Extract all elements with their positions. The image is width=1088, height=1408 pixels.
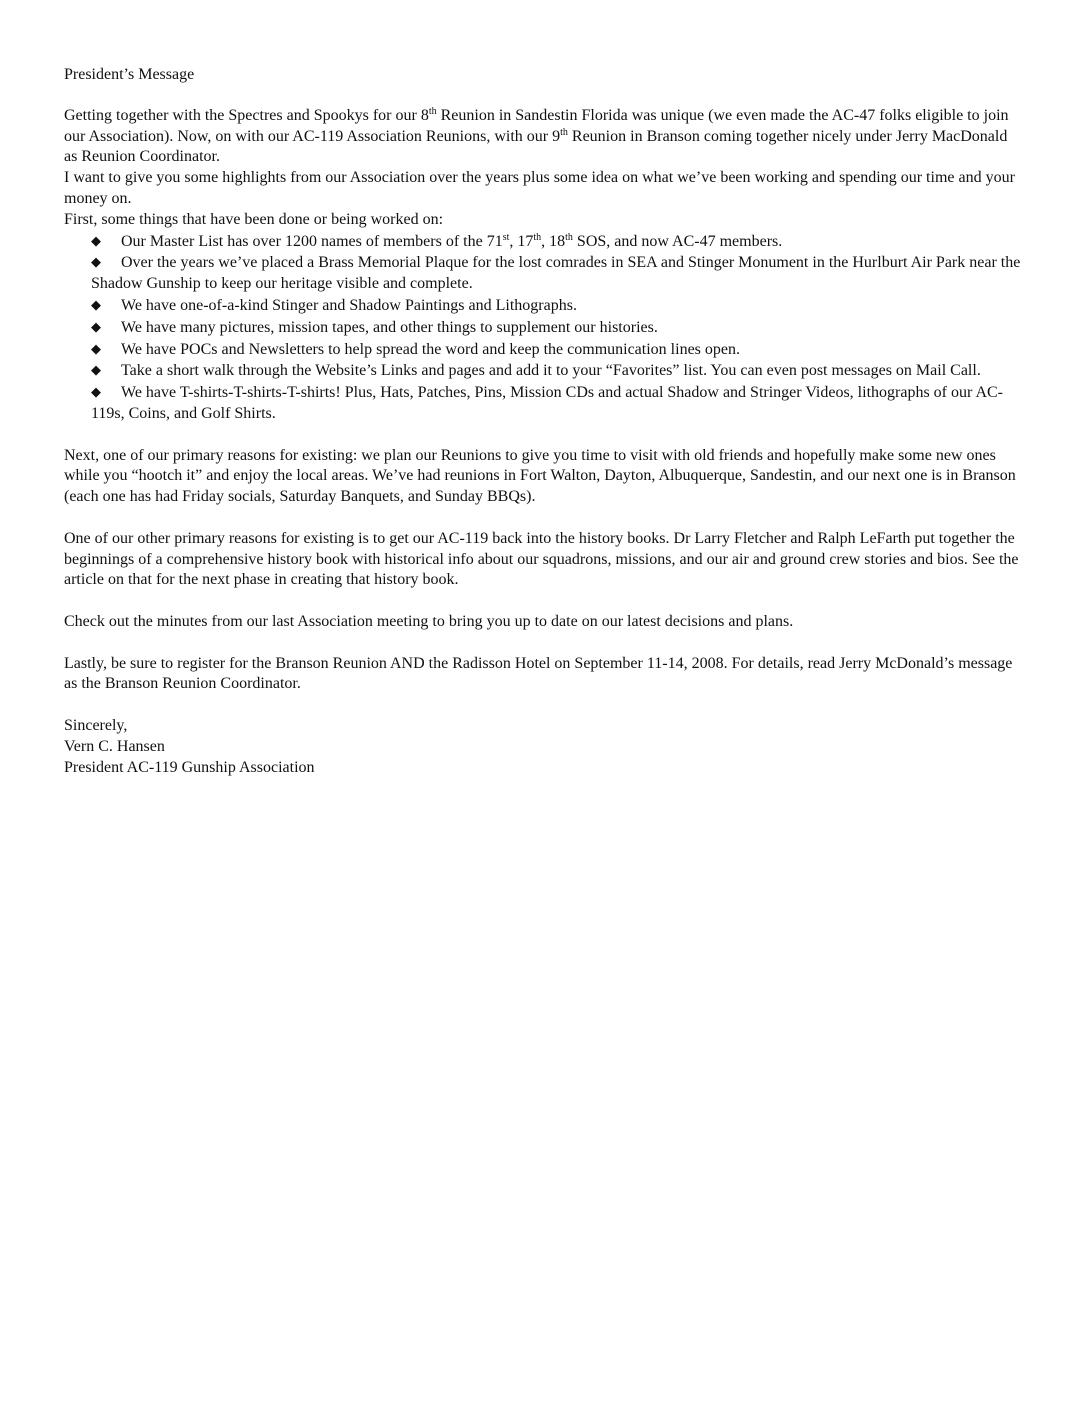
signature-name: Vern C. Hansen	[64, 737, 165, 755]
list-item-text: We have T-shirts-T-shirts-T-shirts! Plus, Hats, Patches, Pins, Mission CDs and actual Shadow and Stringer Videos, lithographs of our AC-119s, Coins, and Golf Shirts.	[91, 384, 1003, 422]
reunions-paragraph: Next, one of our primary reasons for existing: we plan our Reunions to give you time to visit with old friends and hopefully make some new ones while you “hootch it” and enjoy the local areas. We’ve had reunions in Fort Walton, Dayton, Albuquerque, Sandestin, and our next one is in Branson (each one has had Friday socials, Saturday Banquets, and Sunday BBQs).	[64, 446, 1016, 506]
signature-closing: Sincerely,	[64, 716, 128, 734]
ordinal-suffix: th	[428, 105, 437, 117]
list-item-text: We have many pictures, mission tapes, and other things to supplement our histories.	[121, 318, 658, 336]
list-item	[91, 382, 1024, 425]
intro-text: Reunion in Sandestin Florida was unique (we even made the AC-47 folks eligible to join our Association). Now, on with our AC-119 Association Reunions, with our 9	[64, 106, 1009, 145]
list-item	[91, 360, 1024, 382]
spacer	[64, 591, 1024, 612]
register-paragraph: Lastly, be sure to register for the Branson Reunion AND the Radisson Hotel on September 11-14, 2008. For details, read Jerry McDonald’s message as the Branson Reunion Coordinator.	[64, 654, 1013, 693]
spacer	[64, 695, 1024, 716]
list-item-text: Over the years we’ve placed a Brass Memorial Plaque for the lost comrades in SEA and Stinger Monument in the Hurlburt Air Park near the Shadow Gunship to keep our heritage visible and complete.	[91, 254, 1021, 293]
diamond-bullet-icon: ◆	[91, 340, 101, 356]
minutes-paragraph: Check out the minutes from our last Association meeting to bring you up to date on our latest decisions and plans.	[64, 612, 794, 630]
diamond-bullet-icon: ◆	[91, 254, 101, 270]
list-item	[91, 231, 1024, 253]
history-paragraph: One of our other primary reasons for existing is to get our AC-119 back into the history books. Dr Larry Fletcher and Ralph LeFarth put together the beginnings of a comprehensive history book with historical info about our squadrons, missions, and our air and ground crew stories and bios. See the article on that for the next phase in creating that history book.	[64, 529, 1019, 589]
list-item	[91, 295, 1024, 317]
diamond-bullet-icon: ◆	[91, 232, 101, 248]
spacer	[64, 633, 1024, 654]
document-page	[64, 65, 1024, 778]
diamond-bullet-icon: ◆	[91, 318, 101, 334]
list-item	[91, 317, 1024, 339]
ordinal-suffix: th	[560, 126, 568, 138]
ordinal-suffix: th	[565, 231, 573, 243]
signature-role: President AC-119 Gunship Association	[64, 758, 315, 776]
intro-text: Getting together with the Spectres and Spookys for our 8	[64, 106, 429, 124]
diamond-bullet-icon: ◆	[91, 362, 101, 378]
highlights-list	[64, 231, 1024, 425]
list-item-text: , 18	[541, 232, 566, 250]
list-item	[91, 252, 1024, 295]
spacer	[64, 425, 1024, 446]
list-item	[91, 339, 1024, 361]
diamond-bullet-icon: ◆	[91, 296, 101, 312]
intro-paragraph	[64, 106, 1024, 168]
list-item-text: Take a short walk through the Website’s Links and pages and add it to your “Favorites” list. You can even post messages on Mail Call.	[121, 362, 981, 380]
spacer	[64, 508, 1024, 529]
list-item-text: We have POCs and Newsletters to help spread the word and keep the communication lines open.	[121, 340, 740, 358]
intro-text: Reunion in Branson coming together nicely under Jerry MacDonald as Reunion Coordinator.	[64, 127, 1008, 166]
page-title: President’s Message	[64, 66, 195, 83]
list-intro: First, some things that have been done or being worked on:	[64, 210, 444, 228]
ordinal-suffix: th	[533, 231, 542, 243]
ordinal-suffix: st	[502, 231, 510, 243]
highlights-paragraph: I want to give you some highlights from our Association over the years plus some idea on what we’ve been working and spending our time and your money on.	[64, 169, 1015, 207]
list-item-text: , 17	[509, 232, 534, 250]
list-item-text: SOS, and now AC-47 members.	[572, 232, 783, 250]
diamond-bullet-icon: ◆	[91, 384, 101, 400]
list-item-text: Our Master List has over 1200 names of members of the 71	[121, 232, 503, 250]
list-item-text: We have one-of-a-kind Stinger and Shadow Paintings and Lithographs.	[121, 296, 577, 314]
